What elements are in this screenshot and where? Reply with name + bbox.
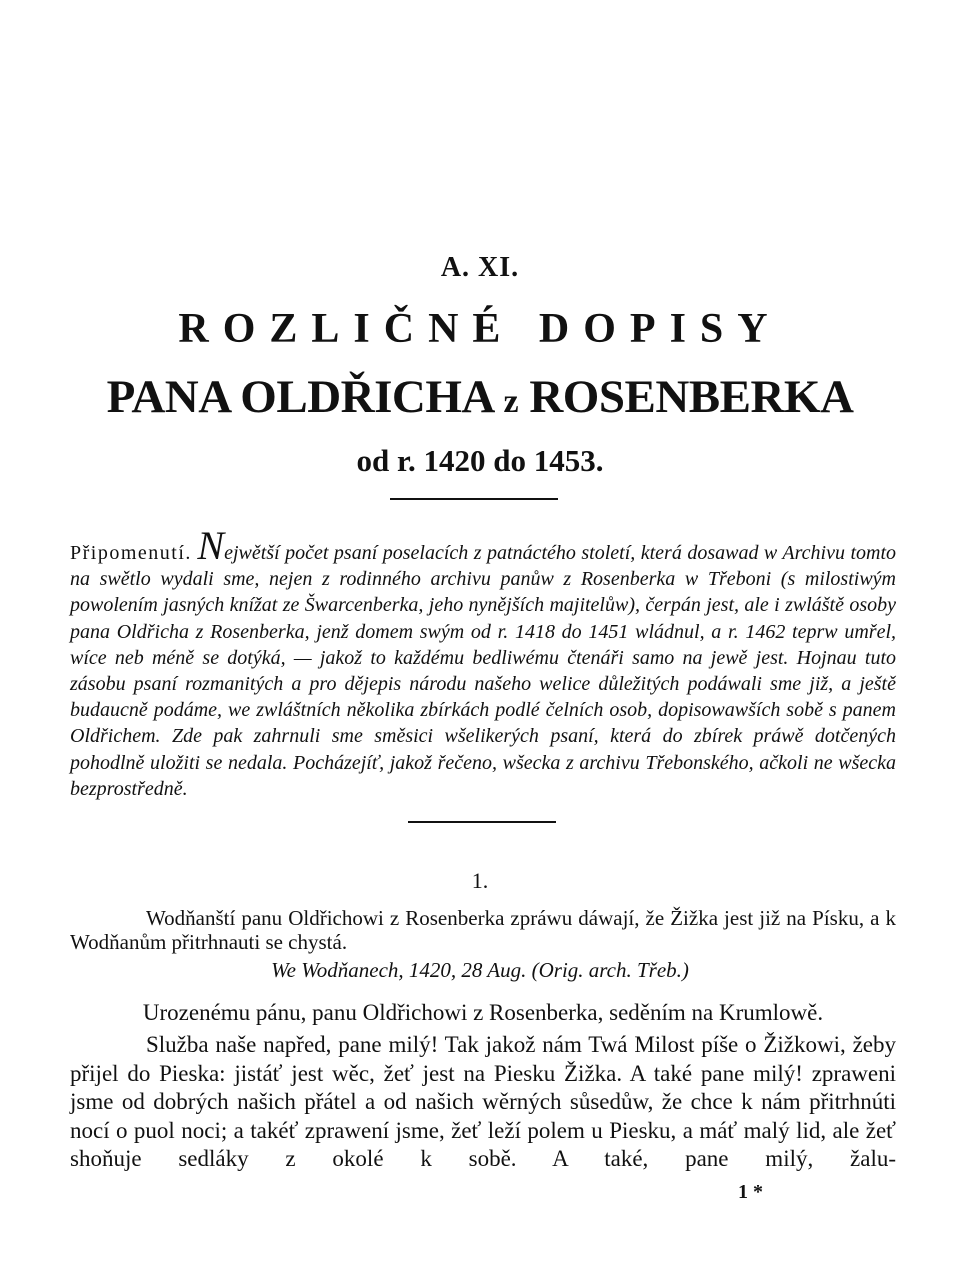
editorial-note [70, 523, 897, 802]
divider-rule-top [390, 498, 558, 500]
divider-rule-bottom [408, 821, 556, 823]
letter-address: Urozenému pánu, panu Oldřichowi z Rosenberka, seděním na Krumlowě. [142, 1000, 824, 1025]
title-date-range: od r. 1420 do 1453. [356, 443, 604, 478]
section-number: A. XI. [440, 252, 520, 283]
note-dropcap: N [197, 523, 225, 568]
title-line-1: ROZLIČNÉ DOPISY [178, 306, 782, 352]
title-line-2-family: ROSENBERKA [529, 371, 854, 423]
title-line-2-preposition: z [503, 383, 519, 420]
document-number: 1. [471, 868, 489, 893]
signature-mark: 1 * [738, 1181, 763, 1203]
document-dateline: We Wodňanech, 1420, 28 Aug. (Orig. arch. Třeb.) [271, 958, 689, 982]
letter-body: Služba naše napřed, pane milý! Tak jakož nám Twá Milost píše o Žižkowi, žeby přijel do Pieska: jistáť jest wěc, žeť jest na Piesku Žižka. A také pane milý! zpraweni jsme od dobrých našich přátel a od našich wěrných sůsedůw, že chce k nám přitrhnúti nocí o puol noci; a takéť zprawení jsme, žeť leží polem u Piesku, a máť malý lid, ale žeť shoňuje sedláky z okolé k sobě. A také, pane milý, žalu- [70, 1032, 896, 1172]
title-line-2 [0, 370, 960, 424]
document-summary: Wodňanští panu Oldřichowi z Rosenberka zpráwu dáwají, že Žižka jest již na Písku, a k Wodňanům přitrhnauti se chystá. [70, 906, 896, 954]
note-text: ejwětší počet psaní poselacích z patnáctého století, která dosawad w Archivu tomto na swětlo wydali sme, nejen z rodinného archivu panůw z Rosenberka w Třeboni (s milostiwým powolením jasných knížat ze Šwarcenberka, jeho nynějších majitelůw), čerpán jest, ale i zwláště osoby pana Oldřicha z Rosenberka, jenž domem swým od r. 1418 do 1451 wládnul, a r. 1462 teprw umřel, wíce neb méně se dotýká, — jakož to každému bedliwému čtenáři samo na jewě jest. Hojnau tuto zásobu psaní rozmanitých a pro dějepis národu našeho welice důležitých podáwali sme již, a ještě budaucně podáme, we zwláštních několika zbírkách podlé čelních osob, dopisowawších sobě s panem Oldřichem. Zde pak zahrnuli sme směsici wšelikerých psaní, která do zbírek práwě dotčených pohodlně uložiti se nedala. Pocházejíť, jakož řečeno, wšecka z archivu Třebonského, ačkoli ne wšecka bezprostředně. [70, 542, 897, 800]
note-label: Připomenutí. [70, 542, 192, 564]
title-line-2-name: PANA OLDŘICHA [106, 371, 493, 423]
